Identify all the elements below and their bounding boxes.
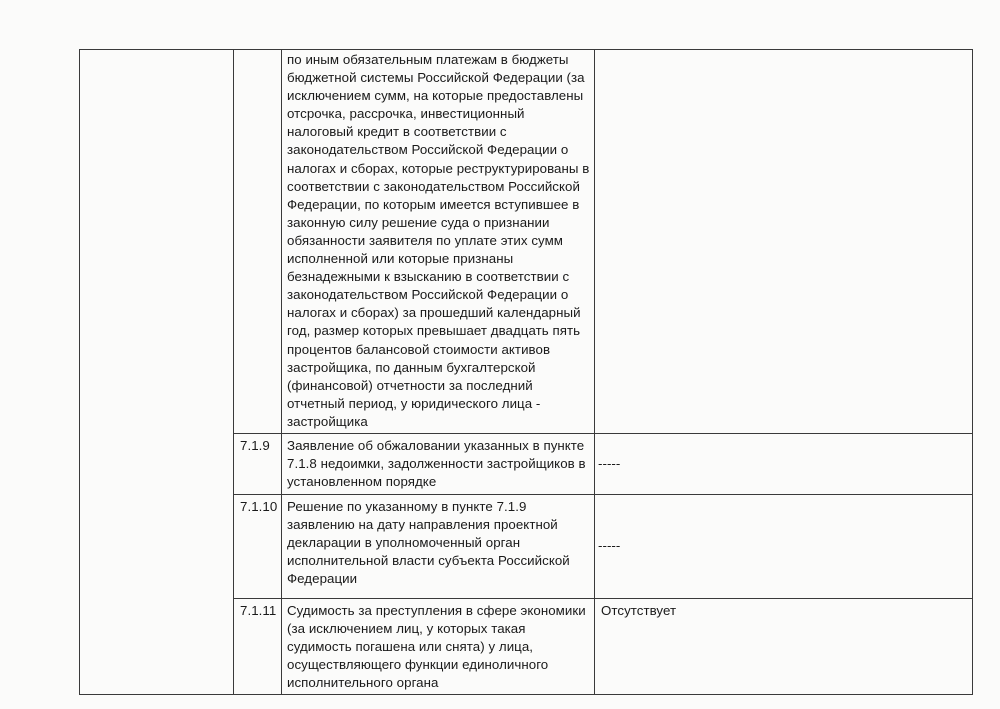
row-number: 7.1.11 <box>234 598 282 694</box>
row-description-text: по иным обязательным платежам в бюджеты бюджетной системы Российской Федерации (за исключением сумм, на которые предоставлены отсрочка, рассрочка, инвестиционный налоговый кредит в соответствии с законодательством Российской Федерации о налогах и сборах, которые реструктурированы в соответствии с законодательством Российской Федерации, по которым имеется вступившее в законную силу решение суда о признании обязанности заявителя по уплате этих сумм исполненной или которые признаны безнадежными к взысканию в соответствии с законодательством Российской Федерации о налогах и сборах) за прошедший календарный год, размер которых превышает двадцать пять процентов балансовой стоимости активов застройщика, по данным бухгалтерской (финансовой) отчетности за последний отчетный период, у юридического лица - застройщика <box>287 52 590 429</box>
row-description <box>282 598 595 694</box>
table-row <box>80 50 973 434</box>
row-value <box>595 50 973 434</box>
row-value: Отсутствует <box>595 598 973 694</box>
row-description-text: Судимость за преступления в сфере экономики (за исключением лиц, у которых такая судимость погашена или снята) у лица, осуществляющего функции единоличного исполнительного органа <box>287 602 586 691</box>
row-description-text: Заявление об обжаловании указанных в пункте 7.1.8 недоимки, задолженности застройщиков в установленном порядке <box>287 437 586 490</box>
left-empty-column <box>80 50 234 695</box>
row-number: 7.1.9 <box>234 433 282 494</box>
row-description <box>282 494 595 598</box>
row-description <box>282 50 595 434</box>
row-number <box>234 50 282 434</box>
row-value: ----- <box>595 433 973 494</box>
declaration-table <box>79 49 973 695</box>
row-description <box>282 433 595 494</box>
row-value: ----- <box>595 494 973 598</box>
row-description-text: Решение по указанному в пункте 7.1.9 заявлению на дату направления проектной декларации в уполномоченный орган исполнительной власти субъекта Российской Федерации <box>287 498 570 587</box>
row-number: 7.1.10 <box>234 494 282 598</box>
